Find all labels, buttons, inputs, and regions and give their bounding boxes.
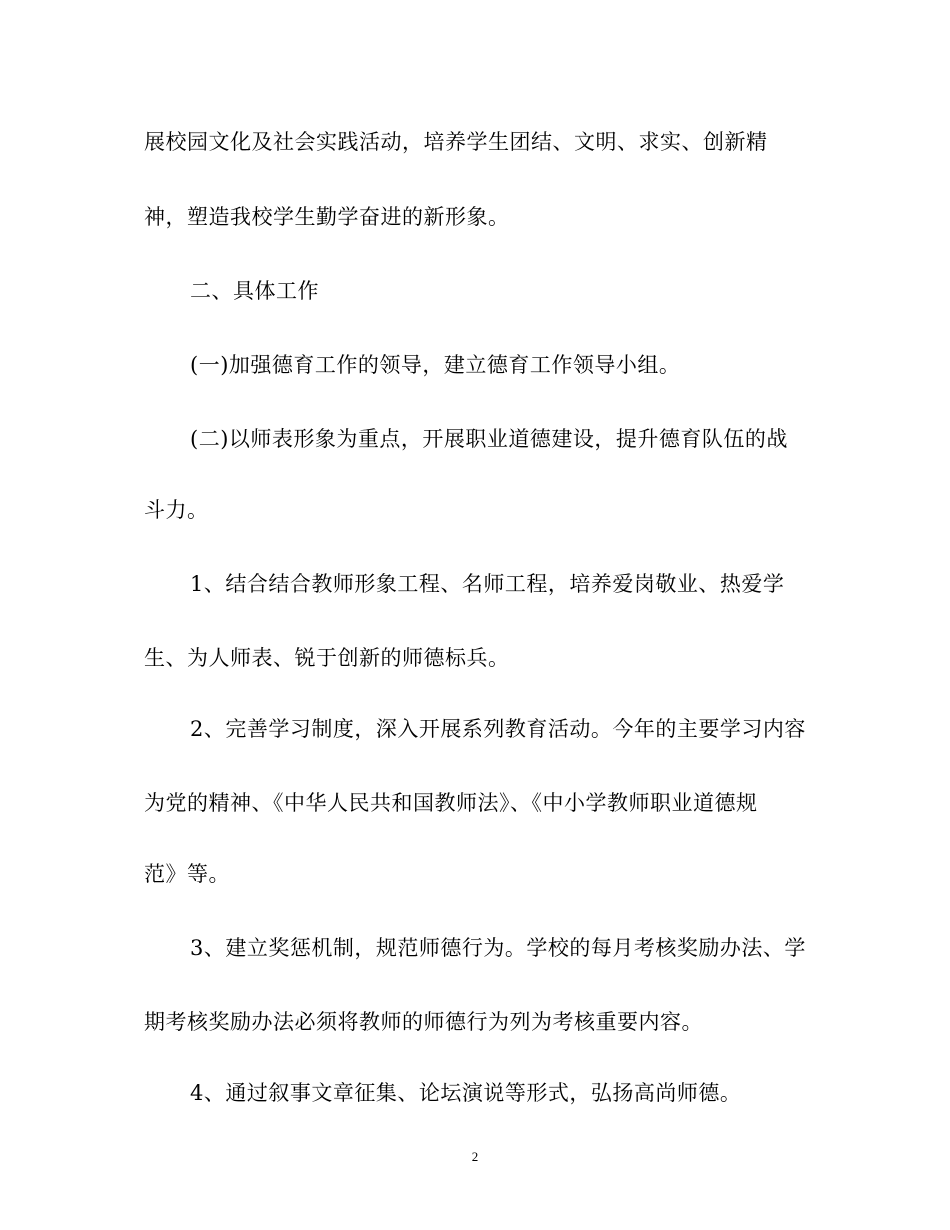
subsection-heading: (一)加强德育工作的领导，建立德育工作领导小组。 xyxy=(190,353,681,377)
list-item-4: 4、通过叙事文章征集、论坛演说等形式，弘扬高尚师德。 xyxy=(190,1081,742,1105)
body-text-line: 范》等。 xyxy=(144,862,230,886)
body-text-line: 神，塑造我校学生勤学奋进的新形象。 xyxy=(144,205,510,229)
section-heading: 二、具体工作 xyxy=(190,279,319,303)
subsection-heading: (二)以师表形象为重点，开展职业道德建设，提升德育队伍的战 xyxy=(190,427,788,451)
body-text-line: 展校园文化及社会实践活动，培养学生团结、文明、求实、创新精 xyxy=(144,130,768,154)
list-item-2: 2、完善学习制度，深入开展系列教育活动。今年的主要学习内容 xyxy=(190,717,806,741)
list-item-1: 1、结合结合教师形象工程、名师工程，培养爱岗敬业、热爱学 xyxy=(190,572,785,596)
page-number: 2 xyxy=(471,1149,479,1164)
body-text-line: 生、为人师表、锐于创新的师德标兵。 xyxy=(144,646,510,670)
body-text-line: 斗力。 xyxy=(144,498,209,522)
body-text-line: 期考核奖励办法必须将教师的师德行为列为考核重要内容。 xyxy=(144,1010,703,1034)
body-text-line: 为党的精神、《中华人民共和国教师法》、《中小学教师职业道德规 xyxy=(144,791,758,815)
list-item-3: 3、建立奖惩机制，规范师德行为。学校的每月考核奖励办法、学 xyxy=(190,936,806,960)
